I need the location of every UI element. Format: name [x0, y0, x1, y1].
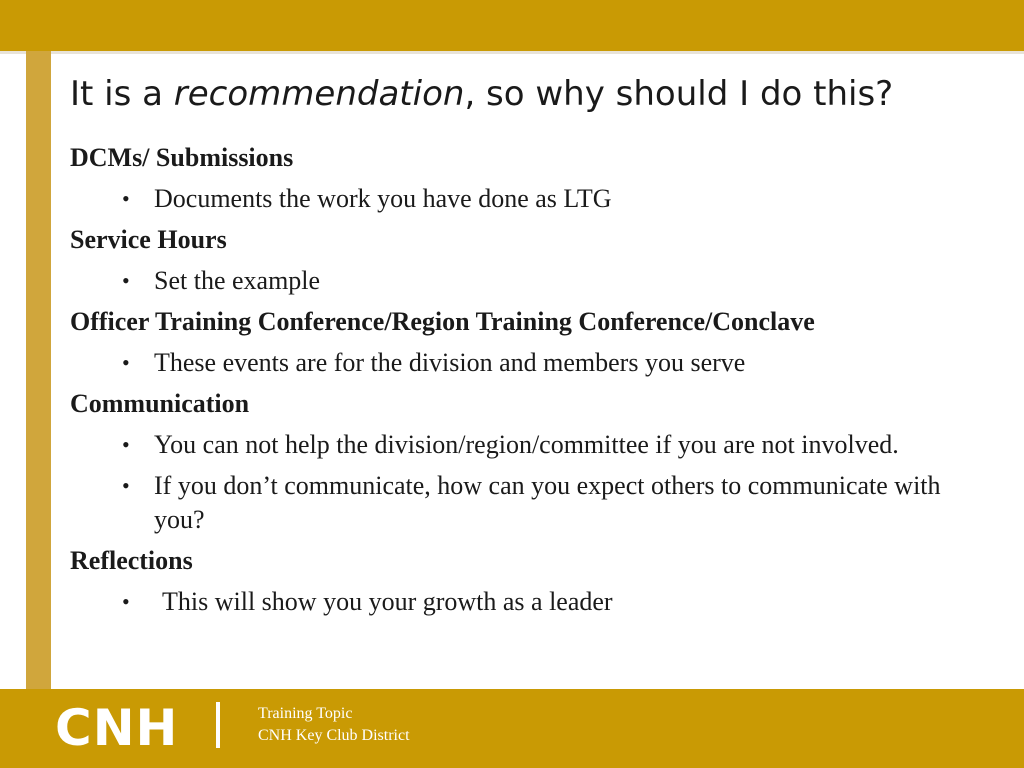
- bullet-marker: •: [122, 268, 130, 293]
- bullet-text: Set the example: [154, 266, 321, 295]
- left-accent-bar: [26, 51, 51, 691]
- footer-divider: [216, 702, 220, 748]
- bullet-marker: •: [122, 432, 130, 457]
- bullet-marker: •: [122, 589, 130, 614]
- top-banner-shadow: [0, 51, 1024, 54]
- title-suffix: , so why should I do this?: [464, 74, 894, 114]
- bullet-text: You can not help the division/region/committee if you are not involved.: [154, 430, 899, 459]
- bullet-list-conferences: [70, 346, 990, 380]
- bullet-marker: •: [122, 186, 130, 211]
- bullet-item: [70, 264, 990, 298]
- bullet-list-service-hours: [70, 264, 990, 298]
- title-prefix: It is a: [70, 74, 174, 114]
- bullet-list-reflections: [70, 585, 990, 619]
- bullet-marker: •: [122, 350, 130, 375]
- bullet-item: [70, 428, 990, 462]
- title-emphasis: recommendation: [173, 74, 465, 114]
- bullet-item: [70, 182, 990, 216]
- slide-title: [70, 70, 1010, 118]
- bullet-text: If you don’t communicate, how can you expect others to communicate with you?: [154, 471, 941, 534]
- bullet-list-dcms: [70, 182, 990, 216]
- bullet-list-communication: [70, 428, 990, 537]
- section-heading-service-hours: Service Hours: [70, 225, 227, 254]
- section-heading-reflections: Reflections: [70, 546, 193, 575]
- section-heading-dcms: DCMs/ Submissions: [70, 143, 294, 172]
- footer-caption: [258, 703, 410, 747]
- bullet-item: [70, 469, 990, 537]
- bullet-text: This will show you your growth as a leader: [162, 587, 613, 616]
- bullet-text: These events are for the division and members you serve: [154, 348, 746, 377]
- cnh-logo: CNH: [55, 699, 179, 757]
- bullet-item: [70, 585, 990, 619]
- bullet-marker: •: [122, 473, 130, 498]
- top-banner: [0, 0, 1024, 51]
- bullet-item: [70, 346, 990, 380]
- bullet-text: Documents the work you have done as LTG: [154, 184, 612, 213]
- footer-topic-label: Training Topic: [258, 705, 353, 722]
- section-heading-conferences: Officer Training Conference/Region Training Conference/Conclave: [70, 307, 815, 336]
- footer-district-name: CNH Key Club District: [258, 727, 410, 744]
- section-heading-communication: Communication: [70, 389, 250, 418]
- slide-body: [70, 141, 990, 626]
